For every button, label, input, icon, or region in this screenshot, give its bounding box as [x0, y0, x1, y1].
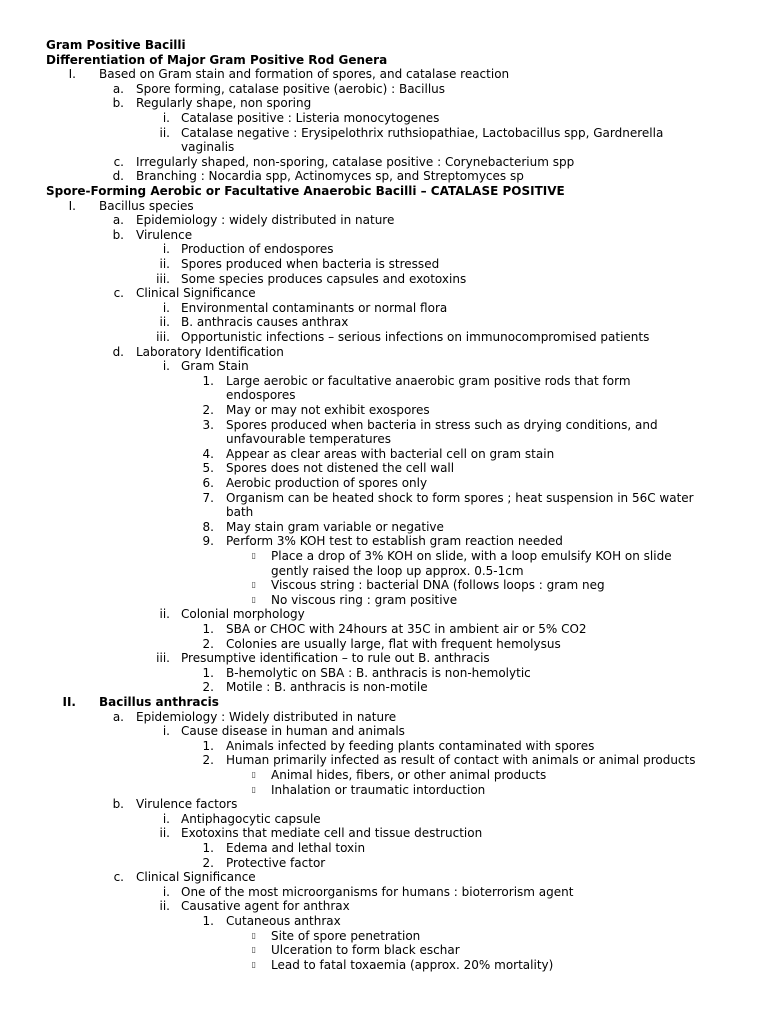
line-text: Bacillus anthracis	[99, 695, 219, 709]
line-text: No viscous ring : gram positive	[271, 592, 458, 607]
list-marker: I.	[68, 198, 76, 213]
line-text: bath	[226, 505, 254, 520]
list-marker: 8.	[202, 519, 214, 534]
line-text: vaginalis	[181, 140, 235, 155]
outline-item	[0, 257, 760, 272]
list-marker: 2.	[202, 753, 214, 768]
list-marker: iii.	[156, 651, 170, 666]
outline-item	[0, 695, 760, 710]
list-marker: 4.	[202, 446, 214, 461]
list-marker: i.	[162, 242, 170, 257]
line-text: Presumptive identification – to rule out B. anthracis	[181, 651, 490, 666]
outline-item	[0, 739, 760, 754]
bullet-glyph-icon: ▯	[251, 551, 256, 560]
list-marker: ii.	[159, 315, 170, 330]
outline-item	[0, 958, 760, 973]
outline-item	[0, 680, 760, 695]
list-marker: i.	[162, 359, 170, 374]
outline-item	[0, 345, 760, 360]
line-text: Viscous string : bacterial DNA (follows loops : gram neg	[271, 578, 605, 593]
list-marker: 2.	[202, 855, 214, 870]
list-marker: ii.	[159, 899, 170, 914]
outline-item	[0, 301, 760, 316]
list-marker: i.	[162, 884, 170, 899]
line-text: Causative agent for anthrax	[181, 899, 350, 914]
outline-continuation-line	[0, 505, 760, 520]
list-marker: 5.	[202, 461, 214, 476]
outline-item	[0, 826, 760, 841]
line-text: Animal hides, fibers, or other animal products	[271, 768, 547, 782]
line-text: Protective factor	[226, 855, 326, 870]
outline-item	[0, 315, 760, 330]
outline-item	[0, 929, 760, 944]
list-marker: c.	[113, 286, 124, 301]
outline-item	[0, 330, 760, 345]
outline-item	[0, 622, 760, 637]
line-text: endospores	[226, 388, 296, 403]
outline-item	[0, 593, 760, 608]
outline-item	[0, 199, 760, 214]
line-text: Edema and lethal toxin	[226, 841, 366, 855]
outline-item	[0, 549, 760, 564]
line-text: Catalase positive : Listeria monocytogenes	[181, 111, 440, 125]
line-text: Spore forming, catalase positive (aerobic) : Bacillus	[136, 81, 446, 96]
outline-item	[0, 491, 760, 506]
line-text: Laboratory Identification	[136, 344, 284, 359]
bullet-glyph-icon: ▯	[251, 945, 256, 955]
list-marker: b.	[112, 227, 124, 242]
outline-item	[0, 359, 760, 374]
list-marker: a.	[112, 709, 124, 724]
list-marker: 3.	[202, 417, 214, 432]
line-text: Motile : B. anthracis is non-motile	[226, 680, 428, 695]
line-text: Lead to fatal toxaemia (approx. 20% mortality)	[271, 957, 554, 972]
outline-item	[0, 418, 760, 433]
line-text: Based on Gram stain and formation of spores, and catalase reaction	[99, 67, 510, 82]
list-marker: 1.	[202, 373, 214, 388]
line-text: One of the most microorganisms for humans : bioterrorism agent	[181, 884, 574, 899]
list-marker: i.	[162, 300, 170, 315]
outline-item	[0, 374, 760, 389]
outline-item	[0, 242, 760, 257]
list-marker: a.	[112, 213, 124, 228]
line-text: Large aerobic or facultative anaerobic gram positive rods that form	[226, 373, 631, 388]
list-marker: ii.	[159, 826, 170, 841]
line-text: Aerobic production of spores only	[226, 476, 428, 490]
line-text: Cause disease in human and animals	[181, 724, 405, 739]
section-heading	[0, 38, 760, 53]
line-text: Clinical Significance	[136, 286, 256, 301]
list-marker: b.	[112, 797, 124, 812]
outline-continuation-line	[0, 564, 760, 579]
outline-item	[0, 534, 760, 549]
outline-item	[0, 82, 760, 97]
list-marker: i.	[162, 811, 170, 826]
line-text: Catalase negative : Erysipelothrix ruthsiopathiae, Lactobacillus spp, Gardnerella	[181, 125, 664, 140]
outline-item	[0, 812, 760, 827]
line-text: Gram Stain	[181, 359, 249, 374]
outline-item	[0, 286, 760, 301]
list-marker: II.	[62, 695, 76, 709]
outline-continuation-line	[0, 388, 760, 403]
line-text: Differentiation of Major Gram Positive Rod Genera	[46, 52, 388, 67]
line-text: Epidemiology : widely distributed in nature	[136, 213, 395, 228]
line-text: Some species produces capsules and exotoxins	[181, 271, 467, 286]
bullet-glyph-icon: ▯	[251, 959, 256, 969]
line-text: May stain gram variable or negative	[226, 519, 444, 534]
line-text: Virulence factors	[136, 797, 238, 812]
outline-item	[0, 783, 760, 798]
outline-item	[0, 856, 760, 871]
line-text: Spores produced when bacteria is stressed	[181, 257, 440, 271]
line-text: May or may not exhibit exospores	[226, 403, 430, 417]
line-text: Inhalation or traumatic intorduction	[271, 782, 486, 797]
outline-item	[0, 126, 760, 141]
list-marker: 1.	[202, 665, 214, 680]
outline-item	[0, 637, 760, 652]
outline-item	[0, 651, 760, 666]
list-marker: 1.	[202, 622, 214, 636]
outline-item	[0, 520, 760, 535]
line-text: Organism can be heated shock to form spores ; heat suspension in 56C water	[226, 490, 694, 505]
line-text: Colonial morphology	[181, 607, 305, 622]
section-heading	[0, 53, 760, 68]
list-marker: i.	[162, 724, 170, 739]
bullet-glyph-icon: ▯	[251, 930, 256, 940]
outline-item	[0, 461, 760, 476]
outline-item	[0, 403, 760, 418]
bullet-glyph-icon: ▯	[251, 770, 256, 779]
line-text: Spores produced when bacteria in stress such as drying conditions, and	[226, 417, 658, 432]
line-text: Appear as clear areas with bacterial cell on gram stain	[226, 446, 555, 461]
outline-item	[0, 666, 760, 681]
line-text: Site of spore penetration	[271, 928, 421, 943]
outline-item	[0, 753, 760, 768]
line-text: Perform 3% KOH test to establish gram reaction needed	[226, 534, 563, 549]
line-text: Spore-Forming Aerobic or Facultative Anaerobic Bacilli – CATALASE POSITIVE	[46, 184, 565, 198]
list-marker: 2.	[202, 403, 214, 417]
line-text: Opportunistic infections – serious infections on immunocompromised patients	[181, 330, 650, 344]
line-text: Colonies are usually large, flat with frequent hemolysus	[226, 636, 561, 651]
line-text: Ulceration to form black eschar	[271, 943, 460, 958]
list-marker: b.	[112, 96, 124, 111]
line-text: B-hemolytic on SBA : B. anthracis is non-hemolytic	[226, 665, 531, 680]
list-marker: c.	[113, 870, 124, 885]
line-text: gently raised the loop up approx. 0.5-1cm	[271, 563, 524, 578]
outline-item	[0, 96, 760, 111]
outline-item	[0, 899, 760, 914]
list-marker: c.	[113, 154, 124, 169]
list-marker: 7.	[202, 490, 214, 505]
outline-continuation-line	[0, 140, 760, 155]
outline-item	[0, 447, 760, 462]
outline-item	[0, 272, 760, 287]
outline-item	[0, 607, 760, 622]
outline-item	[0, 841, 760, 856]
list-marker: d.	[112, 344, 124, 359]
list-marker: ii.	[159, 257, 170, 271]
list-marker: 1.	[202, 841, 214, 855]
line-text: Clinical Significance	[136, 870, 256, 885]
outline-item	[0, 885, 760, 900]
list-marker: iii.	[156, 271, 170, 286]
line-text: Environmental contaminants or normal flora	[181, 300, 448, 315]
line-text: Antiphagocytic capsule	[181, 811, 321, 826]
line-text: Branching : Nocardia spp, Actinomyces sp, and Streptomyces sp	[136, 169, 524, 184]
outline-item	[0, 67, 760, 82]
list-marker: 6.	[202, 476, 214, 490]
line-text: Bacillus species	[99, 198, 194, 213]
line-text: Cutaneous anthrax	[226, 914, 341, 928]
list-marker: iii.	[156, 330, 170, 344]
line-text: Human primarily infected as result of contact with animals or animal products	[226, 753, 696, 768]
outline-item	[0, 111, 760, 126]
list-marker: ii.	[159, 125, 170, 140]
line-text: Virulence	[136, 227, 193, 242]
outline-item	[0, 797, 760, 812]
line-text: Irregularly shaped, non-sporing, catalase positive : Corynebacterium spp	[136, 154, 575, 169]
line-text: unfavourable temperatures	[226, 432, 391, 447]
line-text: Regularly shape, non sporing	[136, 96, 312, 111]
outline-item	[0, 578, 760, 593]
line-text: SBA or CHOC with 24hours at 35C in ambient air or 5% CO2	[226, 622, 587, 636]
line-text: Spores does not distened the cell wall	[226, 461, 455, 476]
bullet-glyph-icon: ▯	[251, 594, 256, 604]
outline-item	[0, 213, 760, 228]
outline-item	[0, 768, 760, 783]
outline-item	[0, 228, 760, 243]
outline-continuation-line	[0, 432, 760, 447]
outline-item	[0, 155, 760, 170]
bullet-glyph-icon: ▯	[251, 784, 256, 794]
section-heading	[0, 184, 760, 199]
list-marker: a.	[112, 81, 124, 96]
outline-item	[0, 914, 760, 929]
list-marker: I.	[68, 67, 76, 82]
line-text: Exotoxins that mediate cell and tissue destruction	[181, 826, 483, 841]
list-marker: 9.	[202, 534, 214, 549]
outline-item	[0, 169, 760, 184]
list-marker: 2.	[202, 636, 214, 651]
outline-item	[0, 724, 760, 739]
list-marker: i.	[162, 111, 170, 125]
line-text: B. anthracis causes anthrax	[181, 315, 349, 330]
line-text: Epidemiology : Widely distributed in nature	[136, 709, 397, 724]
line-text: Production of endospores	[181, 242, 334, 257]
list-marker: 2.	[202, 680, 214, 695]
line-text: Place a drop of 3% KOH on slide, with a loop emulsify KOH on slide	[271, 549, 672, 563]
list-marker: 1.	[202, 738, 214, 753]
outline-item	[0, 870, 760, 885]
list-marker: d.	[112, 169, 124, 184]
list-marker: 1.	[202, 914, 214, 928]
outline-item	[0, 710, 760, 725]
outline-item	[0, 476, 760, 491]
bullet-glyph-icon: ▯	[251, 580, 256, 590]
line-text: Animals infected by feeding plants contaminated with spores	[226, 738, 595, 753]
outline-item	[0, 943, 760, 958]
list-marker: ii.	[159, 607, 170, 622]
line-text: Gram Positive Bacilli	[46, 38, 186, 52]
